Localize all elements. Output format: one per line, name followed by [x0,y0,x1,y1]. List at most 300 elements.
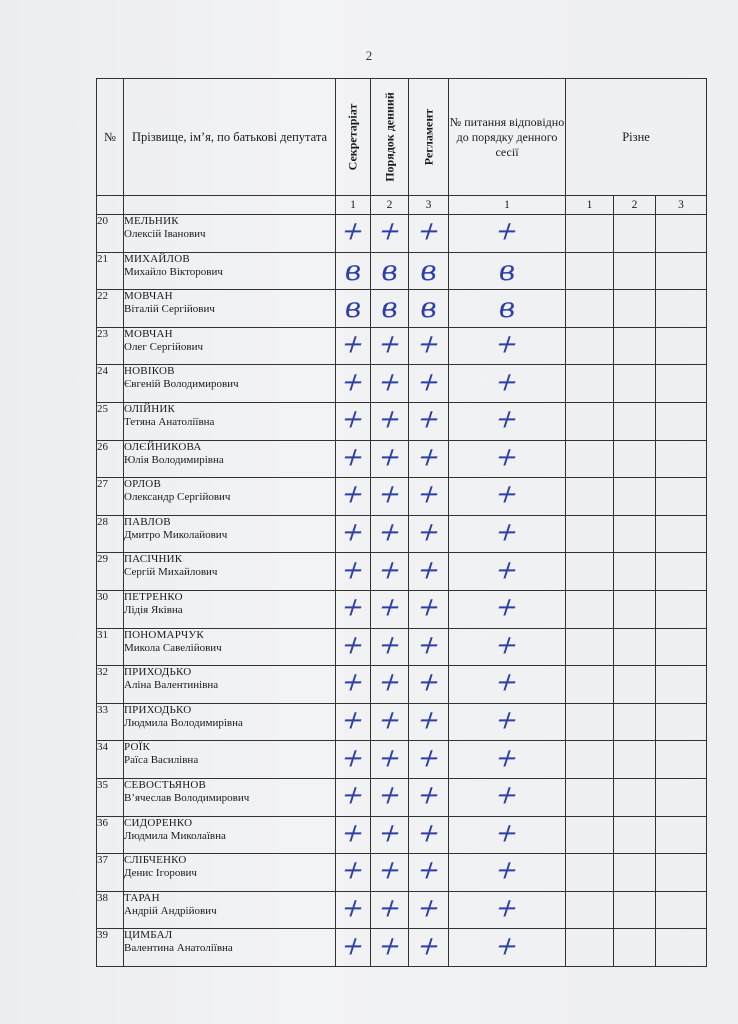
row-number: 36 [97,816,124,854]
handwritten-mark: + [412,818,445,849]
table-row [97,666,707,704]
mark-agenda-item-cell [449,553,566,591]
mark-agenda-cell [371,891,409,929]
other-cell [566,628,614,666]
mark-regulation-cell [409,741,449,779]
mark-regulation-cell [409,854,449,892]
table-row [97,854,707,892]
other-cell [656,590,707,628]
other-cell [656,666,707,704]
other-cell [614,215,656,253]
mark-secretariat-cell [336,741,371,779]
mark-agenda-item-cell [449,703,566,741]
mark-agenda-cell [371,929,409,967]
mark-secretariat-cell [336,703,371,741]
handwritten-mark: в [344,291,362,325]
other-cell [656,628,707,666]
other-cell [566,778,614,816]
handwritten-mark: + [491,743,523,774]
deputy-last-name: СЕВОСТЬЯНОВ [124,778,207,791]
other-cell [614,628,656,666]
other-cell [656,553,707,591]
mark-secretariat-cell [336,515,371,553]
mark-regulation-cell [409,290,449,328]
handwritten-mark: + [373,329,406,360]
deputy-name [124,515,336,553]
row-number: 32 [97,666,124,704]
voting-table [96,78,707,967]
deputy-name [124,929,336,967]
deputy-last-name: ОЛІЙНИК [124,402,176,415]
header-sub: 1 [449,196,566,215]
deputy-name [124,590,336,628]
other-cell [656,290,707,328]
handwritten-mark: + [373,442,406,473]
mark-agenda-item-cell [449,365,566,403]
other-cell [566,440,614,478]
handwritten-mark: в [420,253,437,287]
deputy-first-names: Віталій Сергійович [124,303,215,316]
handwritten-mark: + [337,668,369,699]
header-sub: 1 [566,196,614,215]
row-number: 26 [97,440,124,478]
other-cell [614,290,656,328]
mark-agenda-item-cell [449,327,566,365]
handwritten-mark: + [373,367,406,398]
other-cell [566,215,614,253]
handwritten-mark: + [337,743,369,774]
mark-agenda-item-cell [449,590,566,628]
deputy-last-name: ОЛЄЙНИКОВА [124,440,202,453]
other-cell [614,365,656,403]
other-cell [614,741,656,779]
other-cell [656,816,707,854]
handwritten-mark: + [491,592,523,623]
mark-regulation-cell [409,252,449,290]
row-number: 22 [97,290,124,328]
handwritten-mark: + [373,743,406,774]
mark-secretariat-cell [336,440,371,478]
handwritten-mark: + [373,404,406,435]
mark-regulation-cell [409,365,449,403]
deputy-name [124,365,336,403]
header-agenda: Порядок денний [371,79,409,196]
mark-agenda-cell [371,666,409,704]
deputy-first-names: Денис Ігорович [124,867,197,880]
other-cell [614,478,656,516]
deputy-name [124,553,336,591]
handwritten-mark: + [491,442,523,473]
mark-agenda-cell [371,215,409,253]
handwritten-mark: в [498,253,516,287]
table-row [97,628,707,666]
deputy-first-names: Дмитро Миколайович [124,528,228,541]
handwritten-mark: + [373,893,406,924]
handwritten-mark: + [373,216,406,247]
row-number: 35 [97,778,124,816]
deputy-name [124,854,336,892]
row-number: 33 [97,703,124,741]
handwritten-mark: + [373,630,406,661]
other-cell [566,252,614,290]
other-cell [566,891,614,929]
mark-regulation-cell [409,553,449,591]
mark-agenda-item-cell [449,854,566,892]
handwritten-mark: + [337,630,369,661]
handwritten-mark: + [373,856,406,887]
mark-regulation-cell [409,515,449,553]
other-cell [566,590,614,628]
handwritten-mark: + [412,367,445,398]
mark-regulation-cell [409,402,449,440]
handwritten-mark: + [491,780,523,811]
table-row [97,816,707,854]
mark-regulation-cell [409,816,449,854]
table-row [97,290,707,328]
mark-secretariat-cell [336,215,371,253]
page-number: 2 [365,48,373,63]
mark-agenda-item-cell [449,402,566,440]
header-name: Прізвище, ім’я, по батькові депутата [124,79,336,196]
handwritten-mark: + [412,517,445,548]
header-secretariat: Секретаріат [336,79,371,196]
deputy-name [124,703,336,741]
handwritten-mark: + [337,329,369,360]
other-cell [656,929,707,967]
row-number: 31 [97,628,124,666]
handwritten-mark: + [412,404,445,435]
other-cell [566,816,614,854]
other-cell [614,252,656,290]
header-sub: 2 [371,196,409,215]
handwritten-mark: + [373,592,406,623]
handwritten-mark: + [373,780,406,811]
deputy-name [124,778,336,816]
deputy-last-name: ПРИХОДЬКО [124,666,192,679]
other-cell [656,252,707,290]
handwritten-mark: + [491,216,523,247]
mark-agenda-cell [371,402,409,440]
mark-agenda-item-cell [449,290,566,328]
handwritten-mark: + [412,216,445,247]
mark-agenda-item-cell [449,666,566,704]
handwritten-mark: + [337,705,369,736]
deputy-name [124,628,336,666]
mark-regulation-cell [409,891,449,929]
mark-agenda-cell [371,327,409,365]
handwritten-mark: + [412,630,445,661]
handwritten-mark: + [373,705,406,736]
deputy-first-names: Олексій Іванович [124,228,206,240]
deputy-name [124,290,336,328]
header-sub-blank-1 [97,196,124,215]
mark-agenda-item-cell [449,816,566,854]
other-cell [656,327,707,365]
deputy-name [124,215,336,253]
mark-secretariat-cell [336,365,371,403]
other-cell [566,402,614,440]
header-sub: 3 [409,196,449,215]
handwritten-mark: + [491,480,523,511]
mark-agenda-item-cell [449,440,566,478]
table-row [97,440,707,478]
row-number: 24 [97,365,124,403]
handwritten-mark: + [491,555,523,586]
handwritten-mark: + [491,668,523,699]
deputy-last-name: РОЇК [124,741,150,754]
deputy-first-names: Михайло Вікторович [124,265,223,278]
mark-agenda-cell [371,854,409,892]
handwritten-mark: + [491,630,523,661]
other-cell [566,515,614,553]
other-cell [656,402,707,440]
deputy-first-names: В’ячеслав Володимирович [124,791,250,804]
handwritten-mark: + [337,856,369,887]
mark-agenda-cell [371,553,409,591]
deputy-last-name: МОВЧАН [124,290,173,303]
table-row [97,590,707,628]
mark-agenda-item-cell [449,741,566,779]
other-cell [614,703,656,741]
handwritten-mark: + [412,780,445,811]
mark-secretariat-cell [336,553,371,591]
handwritten-mark: + [491,893,523,924]
handwritten-mark: + [491,329,523,360]
handwritten-mark: + [412,592,445,623]
deputy-first-names: Раїса Василівна [124,754,199,767]
handwritten-mark: + [491,856,523,887]
mark-regulation-cell [409,327,449,365]
mark-agenda-cell [371,515,409,553]
row-number: 38 [97,891,124,929]
other-cell [656,215,707,253]
deputy-last-name: МОВЧАН [124,327,173,340]
deputy-name [124,402,336,440]
handwritten-mark: + [373,517,406,548]
mark-agenda-cell [371,741,409,779]
handwritten-mark: + [373,668,406,699]
mark-agenda-item-cell [449,891,566,929]
table-row [97,703,707,741]
deputy-name [124,741,336,779]
mark-agenda-cell [371,816,409,854]
table-row [97,402,707,440]
handwritten-mark: + [337,818,369,849]
deputy-last-name: ОРЛОВ [124,478,161,491]
mark-agenda-cell [371,365,409,403]
handwritten-mark: + [412,480,445,511]
handwritten-mark: + [412,668,445,699]
mark-agenda-item-cell [449,515,566,553]
deputy-last-name: ПРИХОДЬКО [124,703,192,716]
handwritten-mark: в [344,253,362,287]
deputy-first-names: Олександр Сергійович [124,491,231,504]
deputy-first-names: Сергій Михайлович [124,566,218,579]
mark-regulation-cell [409,590,449,628]
handwritten-mark: + [337,216,369,247]
header-other: Різне [566,79,707,196]
mark-regulation-cell [409,215,449,253]
other-cell [566,854,614,892]
other-cell [614,440,656,478]
deputy-last-name: ПЕТРЕНКО [124,590,183,603]
handwritten-mark: + [337,404,369,435]
table-row [97,365,707,403]
table-row [97,929,707,967]
handwritten-mark: + [491,931,523,962]
handwritten-mark: + [412,442,445,473]
handwritten-mark: + [491,404,523,435]
mark-regulation-cell [409,440,449,478]
deputy-last-name: СИДОРЕНКО [124,816,193,829]
deputy-name [124,891,336,929]
mark-agenda-item-cell [449,478,566,516]
handwritten-mark: в [498,291,516,325]
other-cell [656,440,707,478]
other-cell [656,741,707,779]
other-cell [566,666,614,704]
handwritten-mark: + [373,555,406,586]
other-cell [614,553,656,591]
handwritten-mark: + [337,931,369,962]
mark-agenda-item-cell [449,628,566,666]
mark-secretariat-cell [336,778,371,816]
other-cell [566,929,614,967]
deputy-first-names: Микола Савелійович [124,641,222,654]
other-cell [656,478,707,516]
table-row [97,478,707,516]
table-row [97,553,707,591]
handwritten-mark: + [491,705,523,736]
deputy-name [124,816,336,854]
mark-agenda-cell [371,590,409,628]
deputy-name [124,478,336,516]
handwritten-mark: + [412,555,445,586]
handwritten-mark: + [412,893,445,924]
row-number: 20 [97,215,124,253]
other-cell [656,891,707,929]
deputy-rows [97,215,707,967]
mark-secretariat-cell [336,891,371,929]
deputy-first-names: Євгеній Володимирович [124,378,239,391]
mark-secretariat-cell [336,290,371,328]
mark-secretariat-cell [336,628,371,666]
deputy-last-name: ТАРАН [124,891,160,904]
header-sub: 1 [336,196,371,215]
mark-regulation-cell [409,478,449,516]
mark-regulation-cell [409,703,449,741]
table-row [97,252,707,290]
other-cell [566,327,614,365]
header-sub: 3 [656,196,707,215]
deputy-name [124,440,336,478]
mark-agenda-cell [371,628,409,666]
other-cell [614,854,656,892]
mark-secretariat-cell [336,854,371,892]
other-cell [656,854,707,892]
other-cell [566,741,614,779]
deputy-last-name: СЛІБЧЕНКО [124,854,187,867]
other-cell [614,666,656,704]
deputy-first-names: Людмила Володимирівна [124,716,243,729]
deputy-first-names: Аліна Валентинівна [124,679,219,692]
deputy-first-names: Лідія Яківна [124,603,183,616]
mark-agenda-item-cell [449,215,566,253]
deputy-first-names: Андрій Андрійович [124,904,217,917]
handwritten-mark: + [337,555,369,586]
mark-regulation-cell [409,778,449,816]
mark-agenda-cell [371,703,409,741]
row-number: 23 [97,327,124,365]
table-row [97,327,707,365]
handwritten-mark: + [412,329,445,360]
other-cell [614,929,656,967]
deputy-first-names: Олег Сергійович [124,340,203,353]
table-row [97,891,707,929]
mark-secretariat-cell [336,816,371,854]
header-sub-blank-2 [124,196,336,215]
mark-regulation-cell [409,666,449,704]
handwritten-mark: + [491,818,523,849]
mark-agenda-cell [371,778,409,816]
deputy-first-names: Тетяна Анатоліївна [124,415,215,428]
row-number: 25 [97,402,124,440]
handwritten-mark: + [337,480,369,511]
other-cell [656,778,707,816]
mark-agenda-cell [371,478,409,516]
deputy-last-name: ЦИМБАЛ [124,929,173,942]
deputy-last-name: НОВІКОВ [124,365,175,378]
deputy-name [124,252,336,290]
handwritten-mark: + [412,931,445,962]
handwritten-mark: в [381,291,398,325]
deputy-last-name: ПАСІЧНИК [124,553,183,566]
deputy-first-names: Валентина Анатоліївна [124,942,233,955]
other-cell [566,703,614,741]
handwritten-mark: + [337,592,369,623]
other-cell [656,365,707,403]
other-cell [566,290,614,328]
other-cell [566,365,614,403]
handwritten-mark: + [491,517,523,548]
other-cell [614,590,656,628]
deputy-last-name: ПАВЛОВ [124,515,171,528]
handwritten-mark: + [491,367,523,398]
row-number: 37 [97,854,124,892]
handwritten-mark: + [412,856,445,887]
mark-secretariat-cell [336,478,371,516]
handwritten-mark: + [337,442,369,473]
deputy-first-names: Юлія Володимирівна [124,453,224,466]
mark-secretariat-cell [336,590,371,628]
deputy-first-names: Людмила Миколаївна [124,829,226,842]
mark-secretariat-cell [336,252,371,290]
header-sub: 2 [614,196,656,215]
row-number: 21 [97,252,124,290]
mark-agenda-item-cell [449,929,566,967]
other-cell [614,327,656,365]
handwritten-mark: + [373,480,406,511]
row-number: 27 [97,478,124,516]
mark-regulation-cell [409,628,449,666]
mark-secretariat-cell [336,929,371,967]
mark-secretariat-cell [336,327,371,365]
row-number: 34 [97,741,124,779]
row-number: 29 [97,553,124,591]
deputy-name [124,327,336,365]
mark-secretariat-cell [336,402,371,440]
other-cell [614,778,656,816]
